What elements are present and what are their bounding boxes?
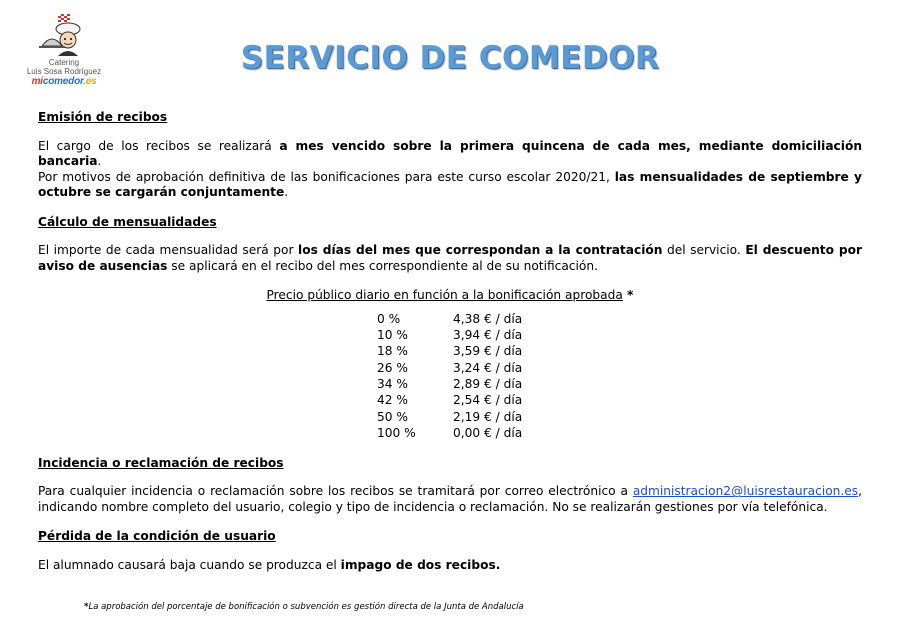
footnote-asterisk: * [84, 602, 89, 612]
price-table [377, 312, 522, 442]
text: , indicando nombre completo del usuario, colegio y tipo de incidencia o reclamación. No se realizarán gestiones por vía telefónica. [38, 484, 862, 514]
bold-text: los días del mes que correspondan a la contratación [298, 243, 663, 257]
price-table-title-text: Precio público diario en función a la bonificación aprobada [266, 288, 623, 302]
heading-incidencia: Incidencia o reclamación de recibos [38, 455, 284, 470]
price-row [377, 393, 522, 409]
footnote [84, 602, 524, 612]
logo-brand-part1: mi [31, 76, 43, 87]
bold-text: impago de dos recibos. [340, 557, 501, 572]
daily-price: 4,38 € / día [453, 311, 523, 326]
bonus-percent: 42 % [377, 393, 408, 408]
daily-price: 0,00 € / día [453, 425, 523, 440]
daily-price: 3,59 € / día [453, 344, 523, 359]
price-row [377, 409, 522, 425]
text: El alumnado causará baja cuando se produzca el [38, 557, 341, 572]
price-table-title [38, 288, 862, 304]
text: El importe de cada mensualidad será por [38, 243, 299, 257]
footnote-text: La aprobación del porcentaje de bonificación o subvención es gestión directa de la Junta de Andalucía [88, 602, 524, 612]
bonus-percent: 10 % [377, 328, 408, 343]
text: del servicio. [662, 243, 746, 257]
price-row [377, 328, 522, 344]
logo-catering-text: Catering [48, 58, 80, 67]
text: . [97, 154, 102, 168]
bonus-percent: 100 % [377, 425, 416, 440]
daily-price: 2,89 € / día [453, 377, 523, 392]
text: Por motivos de aprobación definitiva de las bonificaciones para este curso escolar 2020/21, [38, 169, 615, 184]
logo-brand-part2: comedor [42, 76, 84, 87]
daily-price: 3,94 € / día [453, 328, 523, 343]
price-row [377, 360, 522, 376]
logo-company-text: Luis Sosa Rodríguez [26, 67, 102, 76]
paragraph-emision [38, 139, 862, 201]
asterisk: * [622, 288, 634, 302]
heading-calculo: Cálculo de mensualidades [38, 214, 217, 229]
text: El cargo de los recibos se realizará [38, 138, 280, 153]
heading-emision: Emisión de recibos [38, 110, 168, 124]
price-row [377, 377, 522, 393]
daily-price: 2,19 € / día [453, 409, 523, 424]
daily-price: 2,54 € / día [453, 393, 523, 408]
price-row [377, 312, 522, 328]
text: Para cualquier incidencia o reclamación sobre los recibos se tramitará por correo electrónico a [38, 484, 633, 499]
daily-price: 3,24 € / día [453, 360, 523, 375]
price-row [377, 344, 522, 360]
text: se aplicará en el recibo del mes correspondiente al de su notificación. [167, 258, 598, 273]
logo-brand-part3: .es [83, 76, 97, 87]
paragraph-incidencia [38, 484, 862, 515]
bold-text: El descuento por aviso de ausencias [38, 243, 863, 273]
bold-text: las mensualidades de septiembre y octubre se cargarán conjuntamente [38, 169, 862, 199]
bonus-percent: 0 % [377, 311, 401, 326]
document-body [38, 110, 862, 587]
paragraph-calculo [38, 243, 862, 274]
bonus-percent: 18 % [377, 344, 408, 359]
page-title: SERVICIO DE COMEDOR [240, 40, 660, 76]
price-row [377, 426, 522, 442]
email-link[interactable]: administracion2@luisrestauracion.es [632, 484, 859, 499]
bonus-percent: 26 % [377, 360, 408, 375]
paragraph-perdida [38, 558, 862, 574]
text: . [284, 185, 289, 199]
bonus-percent: 34 % [377, 377, 408, 392]
bonus-percent: 50 % [377, 409, 408, 424]
heading-perdida: Pérdida de la condición de usuario [38, 529, 276, 544]
logo-brand [18, 76, 110, 87]
bold-text: a mes vencido sobre la primera quincena de cada mes, mediante domiciliación bancaria [38, 138, 862, 168]
